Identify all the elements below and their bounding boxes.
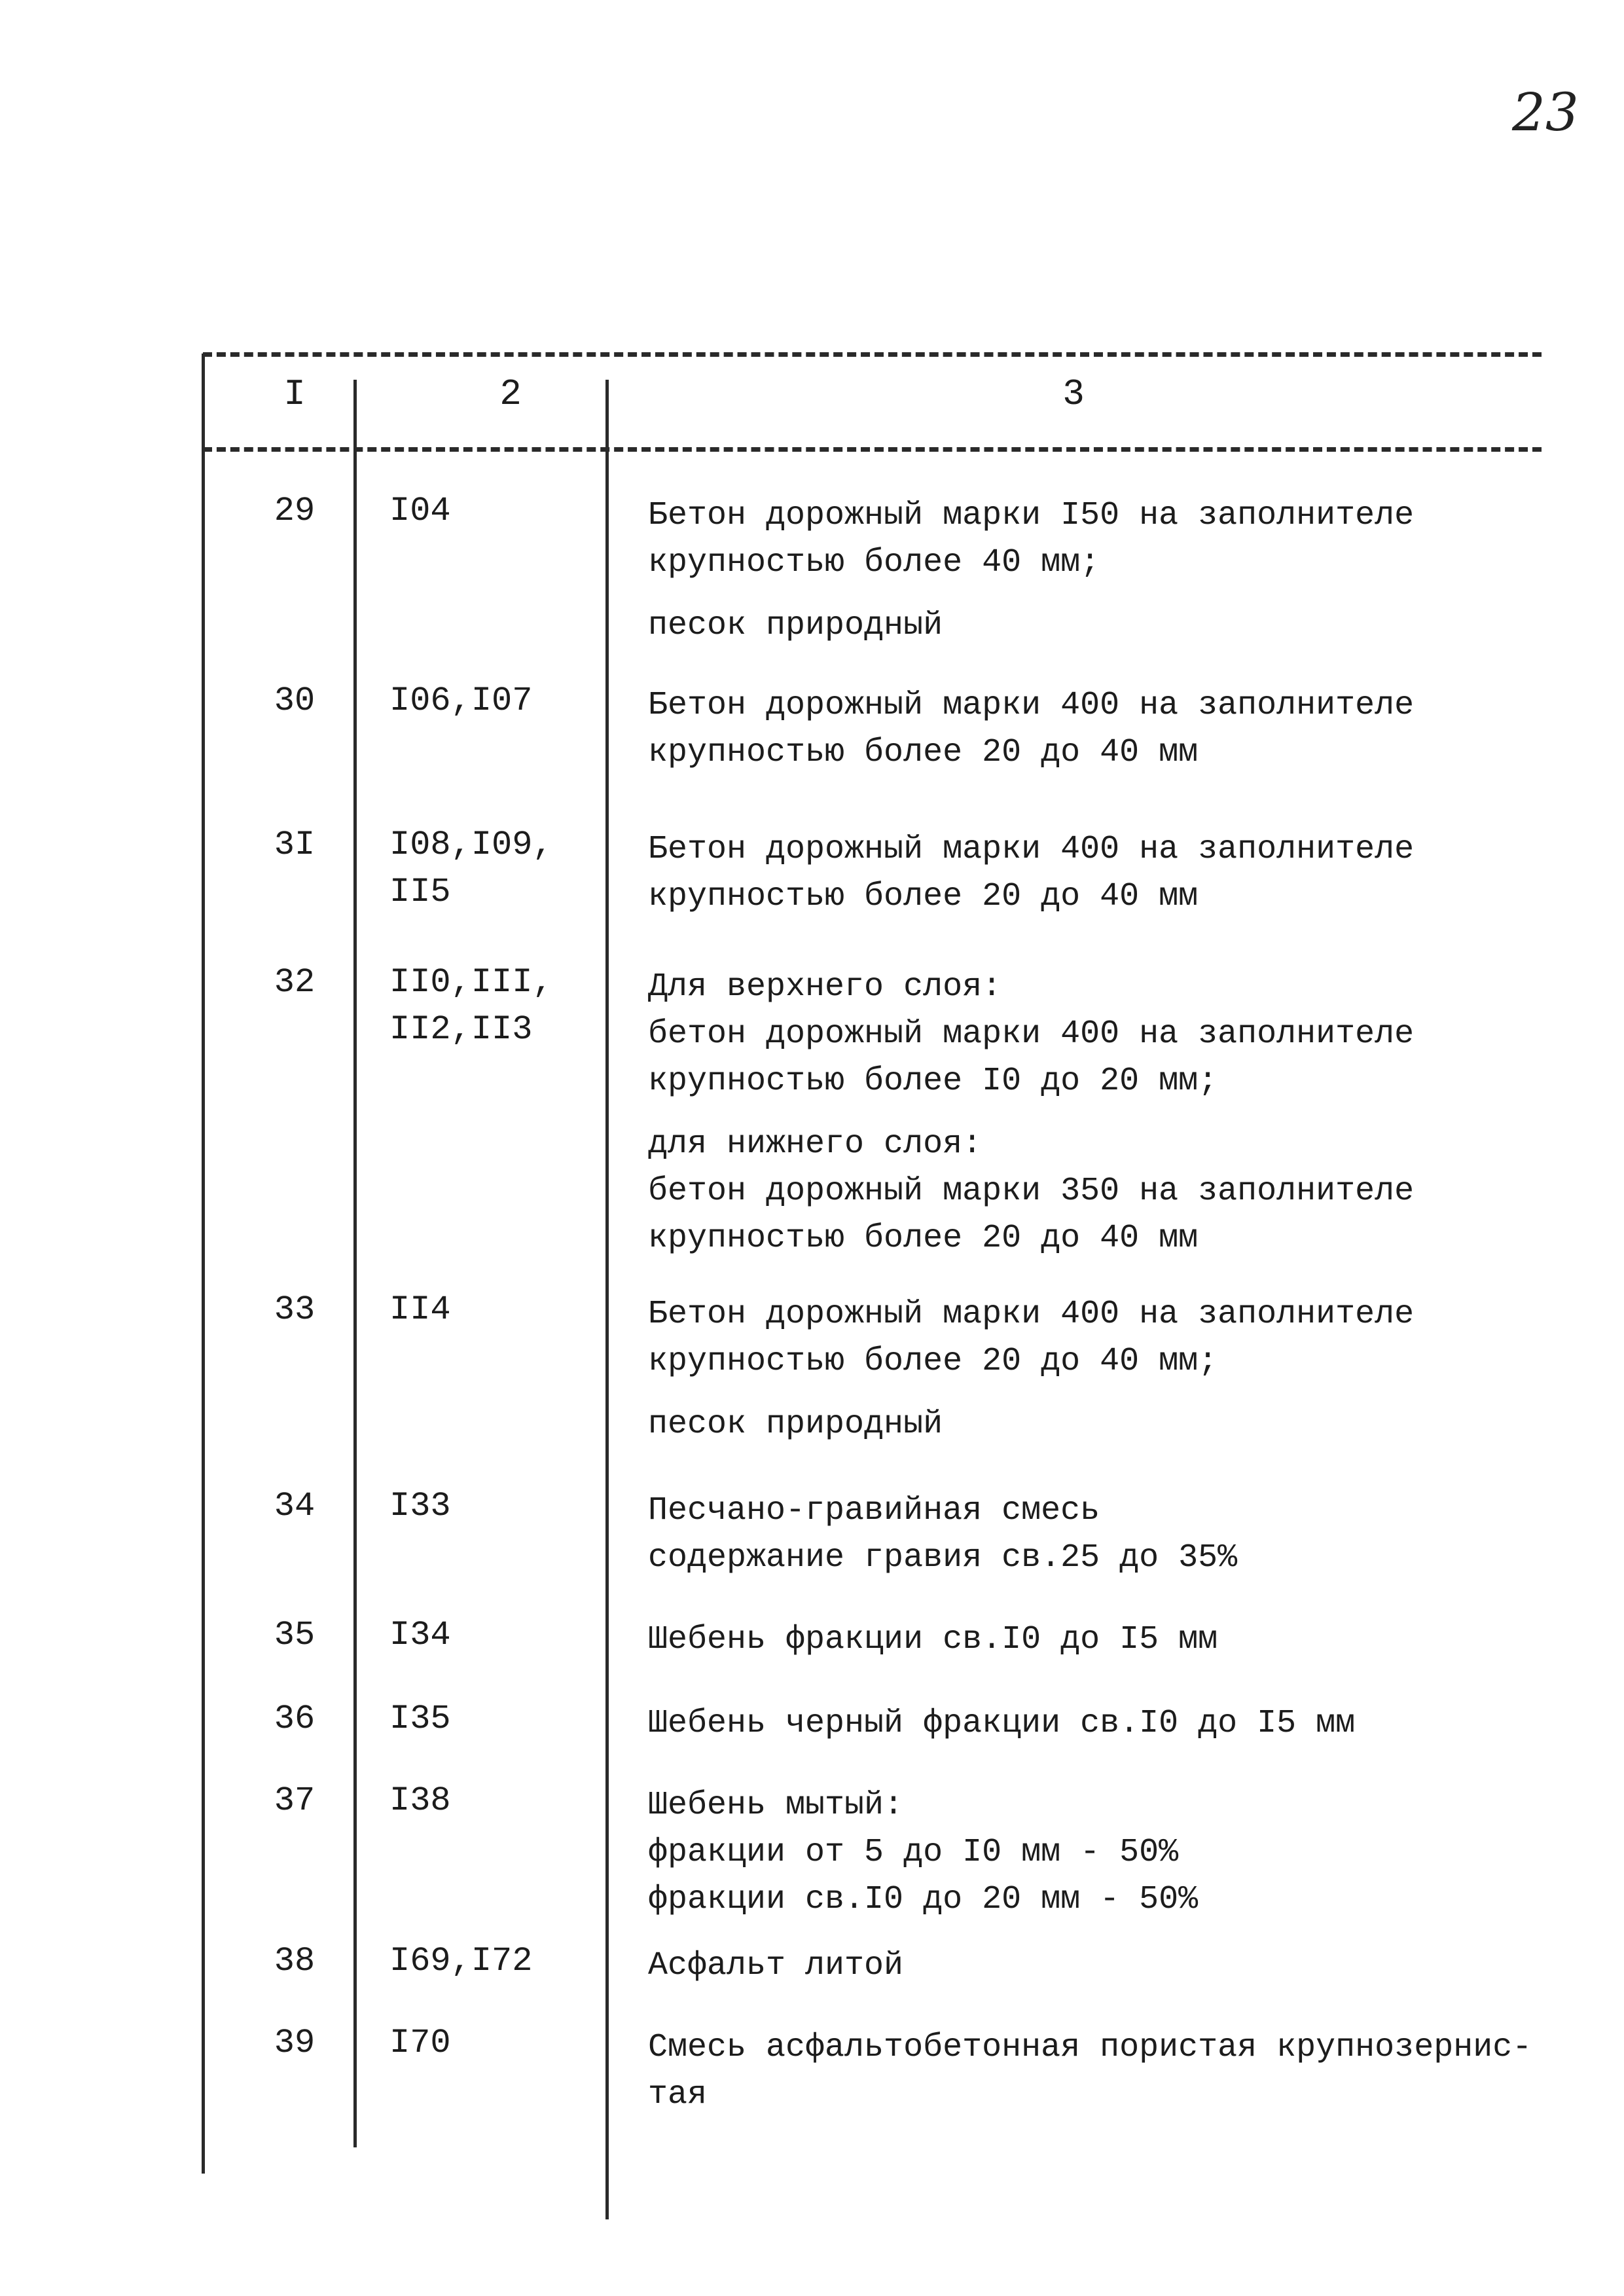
- row-description: [648, 492, 1578, 649]
- row-number: 35: [274, 1616, 316, 1654]
- row-reference: I69,I72: [389, 1942, 533, 1980]
- table-header-rule: [203, 447, 1542, 452]
- row-reference: I04: [389, 492, 451, 530]
- description-line: тая: [648, 2076, 708, 2113]
- page-number: 23: [1512, 82, 1579, 143]
- description-line: крупностью более 20 до 40 мм;: [648, 1343, 1218, 1380]
- row-reference: I06,I07: [389, 682, 533, 720]
- table-top-rule: [203, 352, 1542, 357]
- description-line: Бетон дорожный марки 400 на заполнителе: [648, 687, 1415, 724]
- description-line: Для верхнего слоя:: [648, 968, 1002, 1006]
- description-line: песок природный: [648, 1406, 943, 1443]
- description-line: для нижнего слоя:: [648, 1125, 983, 1163]
- row-reference: II4: [389, 1290, 451, 1329]
- row-reference: I34: [389, 1616, 451, 1654]
- row-number: 34: [274, 1487, 316, 1525]
- description-line: бетон дорожный марки 350 на заполнителе: [648, 1173, 1415, 1210]
- row-reference: I35: [389, 1700, 451, 1738]
- row-reference: I08,I09, II5: [389, 826, 553, 911]
- row-description: [648, 2024, 1578, 2119]
- description-line: Смесь асфальтобетонная пористая крупнозернис-: [648, 2029, 1532, 2066]
- header-col-3: 3: [1062, 373, 1085, 415]
- header-col-1: I: [283, 373, 306, 415]
- description-line: бетон дорожный марки 400 на заполнителе: [648, 1015, 1415, 1053]
- description-line: Песчано-гравийная смесь: [648, 1492, 1100, 1529]
- row-number: 38: [274, 1942, 316, 1980]
- row-reference: I33: [389, 1487, 451, 1525]
- description-line: Шебень мытый:: [648, 1787, 904, 1824]
- row-number: 29: [274, 492, 316, 530]
- row-description: [648, 1616, 1578, 1664]
- row-description: [648, 964, 1578, 1262]
- description-line: крупностью более 20 до 40 мм: [648, 1220, 1199, 1257]
- column-divider-1: [353, 380, 357, 2147]
- row-description: [648, 1700, 1578, 1747]
- description-line: песок природный: [648, 607, 943, 644]
- description-line: крупностью более I0 до 20 мм;: [648, 1063, 1218, 1100]
- description-line: крупностью более 20 до 40 мм: [648, 734, 1199, 771]
- row-description: [648, 1487, 1578, 1582]
- header-col-2: 2: [499, 373, 522, 415]
- row-description: [648, 826, 1578, 920]
- description-line: крупностью более 40 мм;: [648, 544, 1100, 581]
- description-line: Бетон дорожный марки I50 на заполнителе: [648, 497, 1415, 534]
- row-number: 37: [274, 1781, 316, 1820]
- row-number: 3I: [274, 826, 316, 864]
- row-description: [648, 682, 1578, 776]
- description-line: содержание гравия св.25 до 35%: [648, 1539, 1238, 1576]
- row-number: 36: [274, 1700, 316, 1738]
- description-line: Шебень фракции св.I0 до I5 мм: [648, 1621, 1218, 1658]
- description-line: Шебень черный фракции св.I0 до I5 мм: [648, 1705, 1356, 1742]
- description-line: Асфальт литой: [648, 1947, 904, 1984]
- row-number: 30: [274, 682, 316, 720]
- description-line: крупностью более 20 до 40 мм: [648, 878, 1199, 915]
- row-description: [648, 1291, 1578, 1448]
- row-reference: II0,III, II2,II3: [389, 963, 553, 1049]
- row-reference: I70: [389, 2024, 451, 2062]
- row-description: [648, 1782, 1578, 1923]
- row-number: 39: [274, 2024, 316, 2062]
- table-left-border: [202, 354, 205, 2174]
- description-line: Бетон дорожный марки 400 на заполнителе: [648, 1296, 1415, 1333]
- description-line: фракции от 5 до I0 мм - 50%: [648, 1834, 1179, 1871]
- row-description: [648, 1942, 1578, 1990]
- description-line: Бетон дорожный марки 400 на заполнителе: [648, 831, 1415, 868]
- column-divider-2: [605, 380, 609, 2219]
- row-number: 32: [274, 963, 316, 1002]
- row-number: 33: [274, 1290, 316, 1329]
- description-line: фракции св.I0 до 20 мм - 50%: [648, 1881, 1199, 1918]
- row-reference: I38: [389, 1781, 451, 1820]
